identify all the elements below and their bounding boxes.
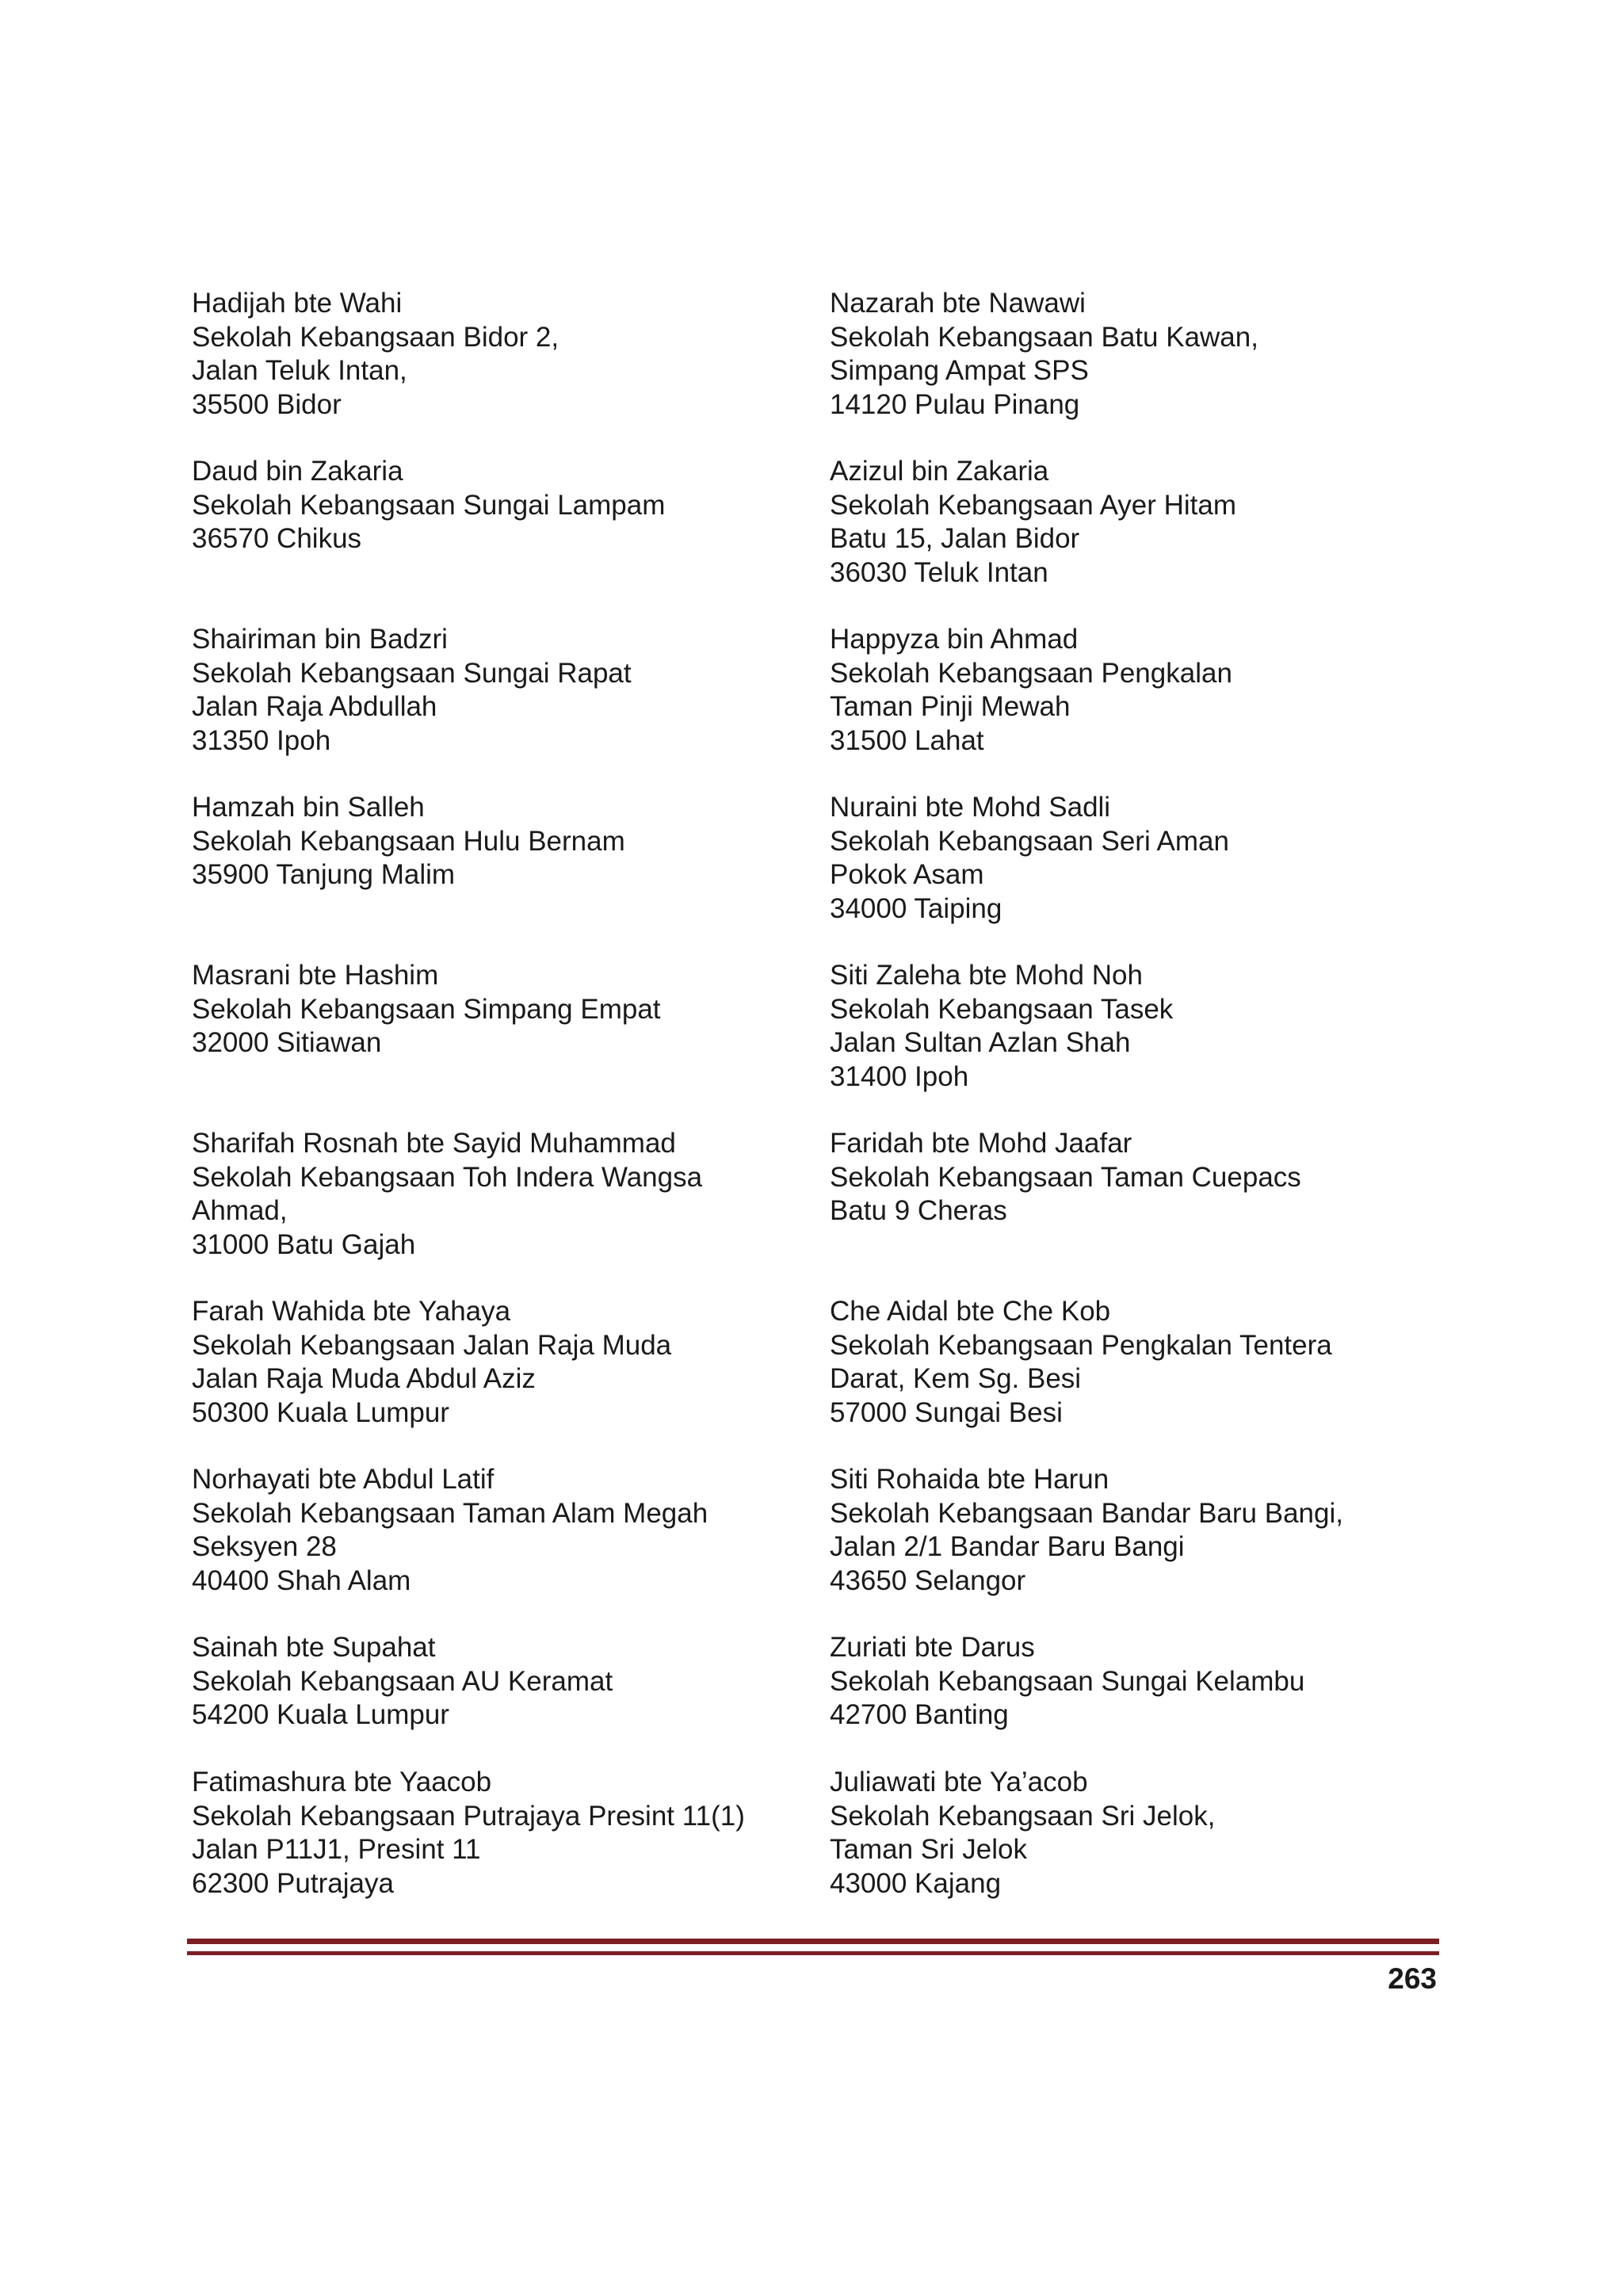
- person-name: Azizul bin Zakaria: [830, 456, 1049, 487]
- address-line: Sekolah Kebangsaan Hulu Bernam: [192, 825, 625, 857]
- address-entry-left: [192, 1463, 830, 1598]
- person-name: Siti Zaleha bte Mohd Noh: [830, 960, 1143, 991]
- person-name: Juliawati bte Ya’acob: [830, 1767, 1088, 1797]
- address-line: 34000 Taiping: [830, 892, 1002, 924]
- address-entry-left: [192, 287, 830, 422]
- person-name: Shairiman bin Badzri: [192, 624, 448, 655]
- address-entry-right: [830, 1631, 1444, 1733]
- address-line: 31400 Ipoh: [830, 1060, 969, 1092]
- address-line: Sekolah Kebangsaan Sri Jelok,: [830, 1800, 1216, 1832]
- person-name: Hamzah bin Salleh: [192, 792, 425, 823]
- address-line: 54200 Kuala Lumpur: [192, 1699, 449, 1730]
- person-name: Fatimashura bte Yaacob: [192, 1767, 492, 1797]
- address-entry-left: [192, 455, 830, 590]
- address-entry-right: [830, 791, 1444, 926]
- address-line: Sekolah Kebangsaan Bidor 2,: [192, 321, 559, 353]
- address-row: [192, 1463, 1444, 1598]
- address-line: Sekolah Kebangsaan Seri Aman: [830, 825, 1229, 857]
- address-line: Sekolah Kebangsaan Simpang Empat: [192, 993, 661, 1025]
- address-line: 43000 Kajang: [830, 1867, 1002, 1899]
- address-line: Pokok Asam: [830, 859, 984, 890]
- address-line: Sekolah Kebangsaan Tasek: [830, 993, 1174, 1025]
- person-name: Daud bin Zakaria: [192, 456, 403, 487]
- person-name: Hadijah bte Wahi: [192, 288, 403, 319]
- address-entry-right: [830, 1127, 1444, 1262]
- person-name: Che Aidal bte Che Kob: [830, 1296, 1111, 1327]
- address-line: Simpang Ampat SPS: [830, 355, 1089, 386]
- address-row: [192, 791, 1444, 926]
- address-entry-left: [192, 791, 830, 926]
- address-line: Sekolah Kebangsaan Jalan Raja Muda: [192, 1329, 672, 1361]
- address-line: Sekolah Kebangsaan Taman Cuepacs: [830, 1161, 1301, 1193]
- person-name: Happyza bin Ahmad: [830, 624, 1079, 655]
- address-line: 31500 Lahat: [830, 724, 984, 756]
- address-row: [192, 1295, 1444, 1430]
- address-entry-right: [830, 623, 1444, 758]
- address-line: Jalan Teluk Intan,: [192, 355, 407, 386]
- address-entry-right: [830, 1463, 1444, 1598]
- address-line: 50300 Kuala Lumpur: [192, 1396, 449, 1428]
- address-row: [192, 455, 1444, 590]
- address-line: 31000 Batu Gajah: [192, 1228, 416, 1260]
- address-line: Sekolah Kebangsaan Sungai Rapat: [192, 657, 632, 689]
- address-line: 57000 Sungai Besi: [830, 1396, 1063, 1428]
- address-line: Sekolah Kebangsaan Taman Alam Megah: [192, 1497, 708, 1529]
- address-line: 42700 Banting: [830, 1699, 1009, 1730]
- address-line: Darat, Kem Sg. Besi: [830, 1363, 1082, 1394]
- address-line: 36570 Chikus: [192, 523, 362, 554]
- address-line: 35900 Tanjung Malim: [192, 859, 456, 890]
- address-line: 35500 Bidor: [192, 388, 342, 420]
- footer-rule-thick: [187, 1939, 1439, 1944]
- address-entry-right: [830, 1766, 1444, 1901]
- address-line: Sekolah Kebangsaan Bandar Baru Bangi,: [830, 1497, 1343, 1529]
- address-row: [192, 959, 1444, 1094]
- address-entry-left: [192, 1127, 830, 1262]
- address-line: Jalan Raja Muda Abdul Aziz: [192, 1363, 536, 1394]
- address-line: Sekolah Kebangsaan Toh Indera Wangsa: [192, 1161, 703, 1193]
- address-line: Sekolah Kebangsaan Pengkalan: [830, 657, 1232, 689]
- address-line: Ahmad,: [192, 1195, 288, 1226]
- address-line: 43650 Selangor: [830, 1564, 1026, 1596]
- address-line: Sekolah Kebangsaan Batu Kawan,: [830, 321, 1258, 353]
- address-line: 40400 Shah Alam: [192, 1564, 411, 1596]
- person-name: Faridah bte Mohd Jaafar: [830, 1128, 1132, 1159]
- address-entry-right: [830, 959, 1444, 1094]
- address-line: 14120 Pulau Pinang: [830, 388, 1080, 420]
- address-line: Batu 15, Jalan Bidor: [830, 523, 1080, 554]
- address-line: Sekolah Kebangsaan AU Keramat: [192, 1665, 613, 1697]
- footer-rule-thin: [187, 1951, 1439, 1955]
- address-line: Taman Pinji Mewah: [830, 691, 1071, 722]
- person-name: Sainah bte Supahat: [192, 1632, 436, 1663]
- person-name: Nuraini bte Mohd Sadli: [830, 792, 1111, 823]
- person-name: Zuriati bte Darus: [830, 1632, 1035, 1663]
- person-name: Norhayati bte Abdul Latif: [192, 1464, 495, 1495]
- address-line: 32000 Sitiawan: [192, 1027, 382, 1058]
- address-line: Sekolah Kebangsaan Sungai Kelambu: [830, 1665, 1305, 1697]
- address-row: [192, 287, 1444, 422]
- address-line: Sekolah Kebangsaan Ayer Hitam: [830, 489, 1237, 521]
- address-line: Jalan P11J1, Presint 11: [192, 1834, 481, 1865]
- address-row: [192, 1766, 1444, 1901]
- address-line: Sekolah Kebangsaan Putrajaya Presint 11(1): [192, 1800, 745, 1832]
- address-entry-left: [192, 959, 830, 1094]
- address-line: Jalan Raja Abdullah: [192, 691, 437, 722]
- address-entry-right: [830, 287, 1444, 422]
- address-entry-right: [830, 1295, 1444, 1430]
- address-entry-left: [192, 1295, 830, 1430]
- person-name: Farah Wahida bte Yahaya: [192, 1296, 511, 1327]
- address-line: Batu 9 Cheras: [830, 1195, 1007, 1226]
- address-entry-right: [830, 455, 1444, 590]
- address-row: [192, 1127, 1444, 1262]
- address-line: 31350 Ipoh: [192, 724, 331, 756]
- address-line: Seksyen 28: [192, 1531, 337, 1562]
- address-row: [192, 623, 1444, 758]
- footer-rule-gap: [187, 1944, 1439, 1951]
- address-line: Jalan 2/1 Bandar Baru Bangi: [830, 1531, 1185, 1562]
- address-entry-left: [192, 1631, 830, 1733]
- page-number: 263: [1388, 1962, 1437, 1995]
- address-entry-left: [192, 1766, 830, 1901]
- address-entry-left: [192, 623, 830, 758]
- address-line: Taman Sri Jelok: [830, 1834, 1027, 1865]
- person-name: Nazarah bte Nawawi: [830, 288, 1086, 319]
- address-line: 62300 Putrajaya: [192, 1867, 394, 1899]
- address-line: Jalan Sultan Azlan Shah: [830, 1027, 1131, 1058]
- address-line: Sekolah Kebangsaan Pengkalan Tentera: [830, 1329, 1332, 1361]
- address-line: Sekolah Kebangsaan Sungai Lampam: [192, 489, 666, 521]
- footer-rule: [187, 1939, 1439, 1955]
- person-name: Sharifah Rosnah bte Sayid Muhammad: [192, 1128, 676, 1159]
- address-row: [192, 1631, 1444, 1733]
- address-line: 36030 Teluk Intan: [830, 556, 1048, 588]
- person-name: Siti Rohaida bte Harun: [830, 1464, 1109, 1495]
- person-name: Masrani bte Hashim: [192, 960, 439, 991]
